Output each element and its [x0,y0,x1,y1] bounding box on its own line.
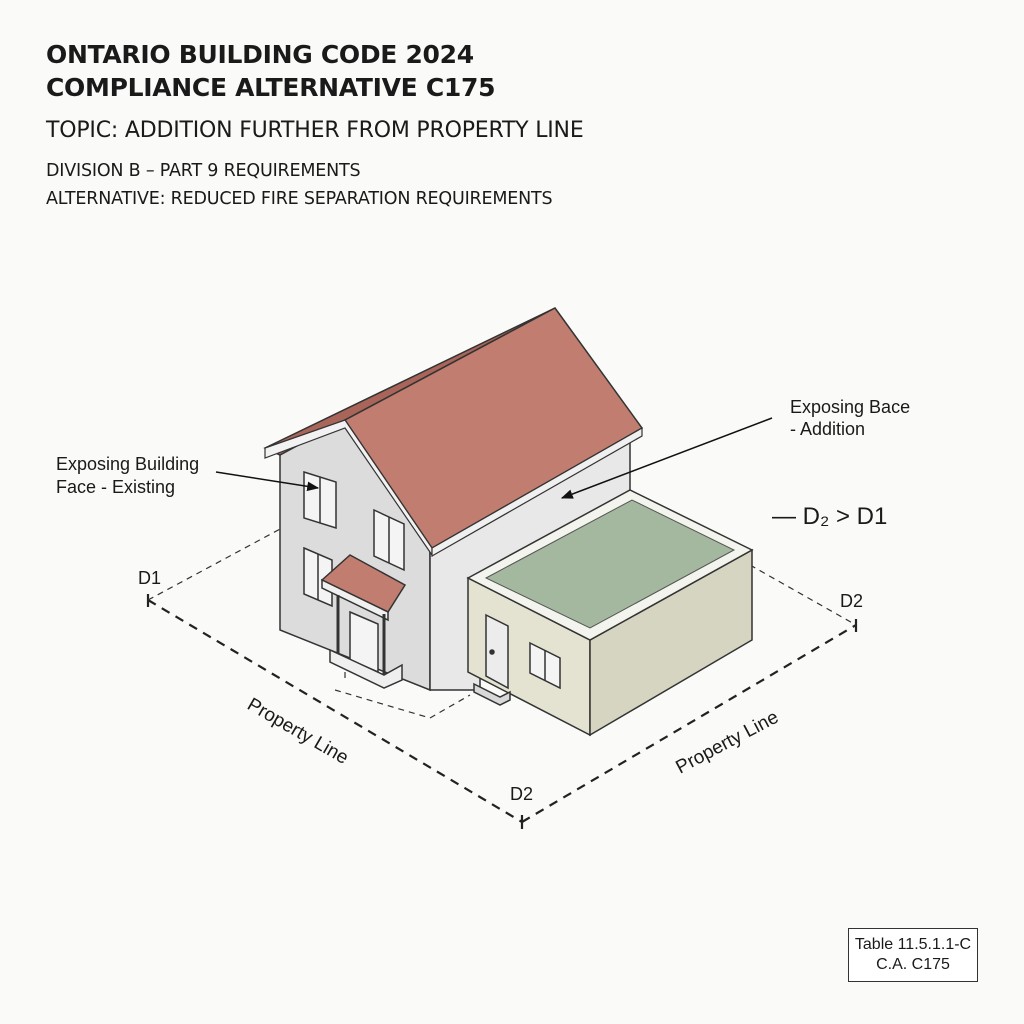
label-property-line-left: Property Line [243,694,352,769]
title-line-1: ONTARIO BUILDING CODE 2024 [46,40,474,69]
label-property-line-right: Property Line [672,706,783,779]
reference-line-2: C.A. C175 [876,956,950,973]
label-d2-bottom: D2 [510,784,534,804]
label-existing-face-line2: Face - Existing [56,477,176,497]
label-addition-face-line1: Exposing Bace [790,397,911,417]
label-relation: — D₂ > D1 [772,503,888,530]
topic-text: TOPIC: ADDITION FURTHER FROM PROPERTY LINE [46,118,584,143]
alternative-text: ALTERNATIVE: REDUCED FIRE SEPARATION REQUIREMENTS [46,189,553,209]
label-addition-face-line2: - Addition [790,419,866,439]
reference-line-1: Table 11.5.1.1-C [854,936,972,953]
title-line-2: COMPLIANCE ALTERNATIVE C175 [46,73,496,102]
division-text: DIVISION B – PART 9 REQUIREMENTS [46,161,361,181]
label-existing-face-line1: Exposing Building [56,454,200,474]
label-d1: D1 [138,568,162,588]
reference-box [848,928,978,982]
window-icon [304,472,336,528]
label-d2-right: D2 [840,591,864,611]
